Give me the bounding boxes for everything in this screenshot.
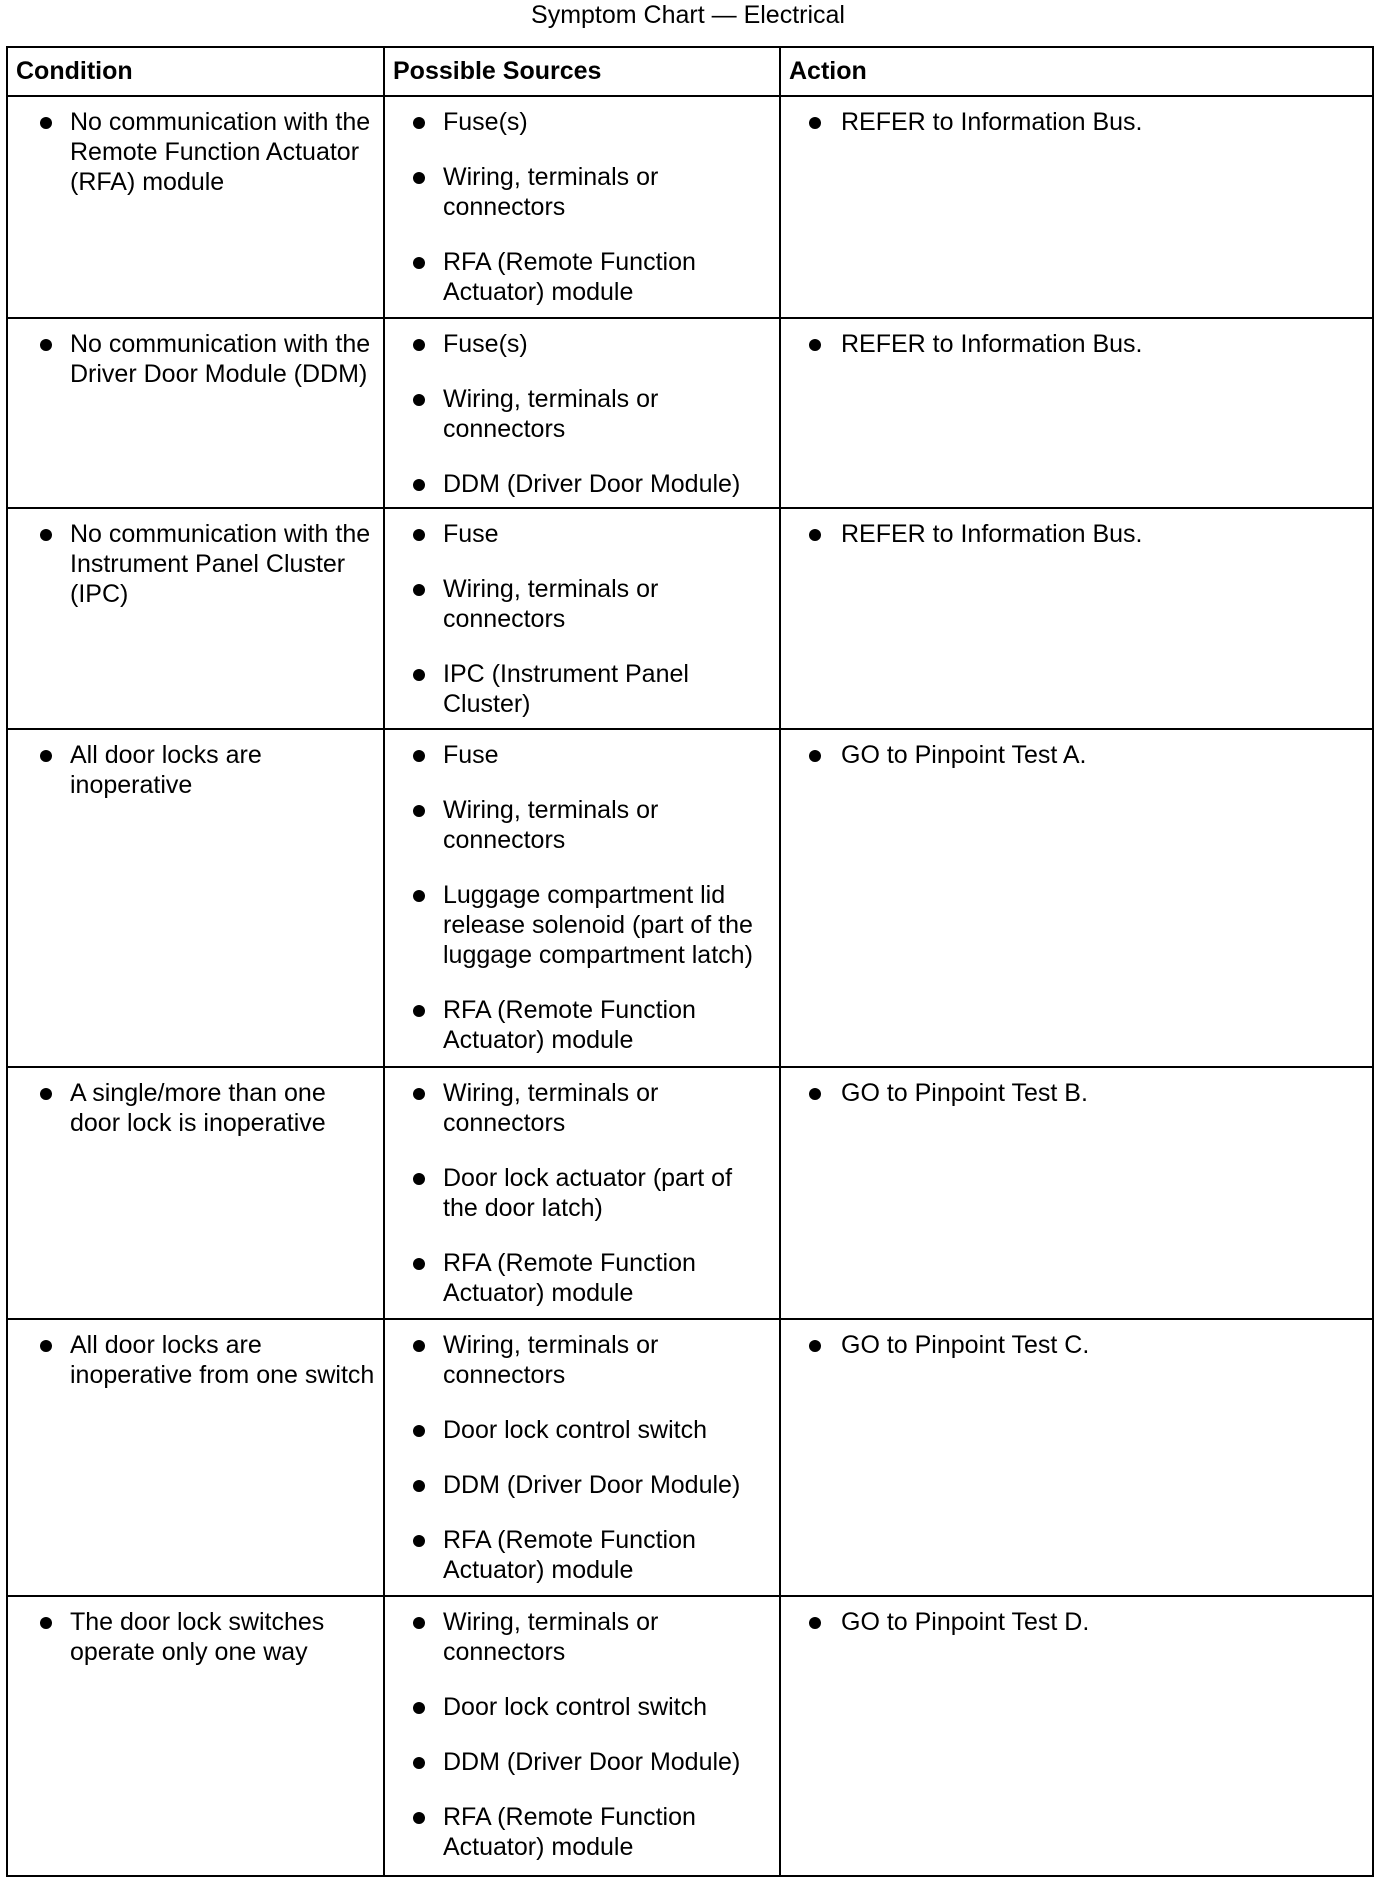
condition-text: All door locks are inoperative (16, 740, 375, 800)
possible-source-item: Wiring, terminals or connectors (393, 795, 771, 855)
possible-source-item: IPC (Instrument Panel Cluster) (393, 659, 771, 719)
possible-source-item: RFA (Remote Function Actuator) module (393, 247, 771, 307)
possible-source-item: DDM (Driver Door Module) (393, 1470, 771, 1500)
table-row (7, 508, 1373, 729)
possible-sources-list (393, 329, 771, 499)
condition-list (16, 107, 375, 197)
action-cell (780, 1067, 1373, 1319)
table-body (7, 96, 1373, 1876)
condition-list (16, 1330, 375, 1390)
possible-sources-cell (384, 1596, 780, 1876)
condition-cell (7, 1067, 384, 1319)
action-list (789, 329, 1364, 359)
possible-sources-cell (384, 508, 780, 729)
action-text: GO to Pinpoint Test C. (789, 1330, 1364, 1360)
action-cell (780, 508, 1373, 729)
possible-source-item: RFA (Remote Function Actuator) module (393, 995, 771, 1055)
action-list (789, 519, 1364, 549)
possible-sources-cell (384, 318, 780, 508)
condition-list (16, 1078, 375, 1138)
table-row (7, 318, 1373, 508)
condition-text: No communication with the Remote Function Actuator (RFA) module (16, 107, 375, 197)
action-text: GO to Pinpoint Test D. (789, 1607, 1364, 1637)
action-text: REFER to Information Bus. (789, 107, 1364, 137)
condition-text: The door lock switches operate only one way (16, 1607, 375, 1667)
possible-source-item: RFA (Remote Function Actuator) module (393, 1802, 771, 1862)
possible-sources-list (393, 519, 771, 719)
table-row (7, 1596, 1373, 1876)
possible-sources-cell (384, 96, 780, 318)
possible-source-item: Door lock control switch (393, 1692, 771, 1722)
condition-text: No communication with the Instrument Panel Cluster (IPC) (16, 519, 375, 609)
condition-cell (7, 318, 384, 508)
possible-sources-list (393, 107, 771, 307)
possible-source-item: Fuse(s) (393, 329, 771, 359)
possible-source-item: Luggage compartment lid release solenoid (part of the luggage compartment latch) (393, 880, 771, 970)
table-row (7, 1067, 1373, 1319)
table-row (7, 729, 1373, 1067)
page-title: Symptom Chart — Electrical (531, 1, 845, 29)
action-text: GO to Pinpoint Test A. (789, 740, 1364, 770)
action-text: GO to Pinpoint Test B. (789, 1078, 1364, 1108)
condition-text: A single/more than one door lock is inoperative (16, 1078, 375, 1138)
symptom-chart-table (6, 46, 1374, 1877)
action-text: REFER to Information Bus. (789, 519, 1364, 549)
possible-source-item: RFA (Remote Function Actuator) module (393, 1248, 771, 1308)
column-header-action: Action (780, 47, 1373, 96)
possible-source-item: Wiring, terminals or connectors (393, 1078, 771, 1138)
action-cell (780, 96, 1373, 318)
condition-list (16, 329, 375, 389)
possible-sources-list (393, 1330, 771, 1585)
possible-sources-cell (384, 1319, 780, 1596)
condition-list (16, 519, 375, 609)
condition-text: All door locks are inoperative from one switch (16, 1330, 375, 1390)
action-list (789, 740, 1364, 770)
action-text: REFER to Information Bus. (789, 329, 1364, 359)
possible-sources-list (393, 1078, 771, 1308)
possible-source-item: RFA (Remote Function Actuator) module (393, 1525, 771, 1585)
possible-sources-cell (384, 729, 780, 1067)
possible-sources-list (393, 740, 771, 1055)
condition-list (16, 740, 375, 800)
table-row (7, 96, 1373, 318)
condition-cell (7, 96, 384, 318)
condition-cell (7, 508, 384, 729)
possible-source-item: Fuse(s) (393, 107, 771, 137)
action-list (789, 1078, 1364, 1108)
action-list (789, 1330, 1364, 1360)
possible-source-item: DDM (Driver Door Module) (393, 1747, 771, 1777)
action-cell (780, 1319, 1373, 1596)
condition-cell (7, 1319, 384, 1596)
possible-sources-list (393, 1607, 771, 1862)
column-header-possible-sources: Possible Sources (384, 47, 780, 96)
possible-source-item: Wiring, terminals or connectors (393, 1607, 771, 1667)
possible-source-item: Wiring, terminals or connectors (393, 1330, 771, 1390)
action-list (789, 107, 1364, 137)
possible-source-item: Fuse (393, 519, 771, 549)
possible-source-item: Door lock actuator (part of the door latch) (393, 1163, 771, 1223)
possible-source-item: DDM (Driver Door Module) (393, 469, 771, 499)
action-list (789, 1607, 1364, 1637)
table-header-row (7, 47, 1373, 96)
action-cell (780, 318, 1373, 508)
table-row (7, 1319, 1373, 1596)
possible-source-item: Door lock control switch (393, 1415, 771, 1445)
condition-cell (7, 1596, 384, 1876)
action-cell (780, 729, 1373, 1067)
possible-sources-cell (384, 1067, 780, 1319)
action-cell (780, 1596, 1373, 1876)
possible-source-item: Wiring, terminals or connectors (393, 384, 771, 444)
possible-source-item: Wiring, terminals or connectors (393, 574, 771, 634)
condition-cell (7, 729, 384, 1067)
possible-source-item: Fuse (393, 740, 771, 770)
condition-list (16, 1607, 375, 1667)
possible-source-item: Wiring, terminals or connectors (393, 162, 771, 222)
condition-text: No communication with the Driver Door Module (DDM) (16, 329, 375, 389)
column-header-condition: Condition (7, 47, 384, 96)
